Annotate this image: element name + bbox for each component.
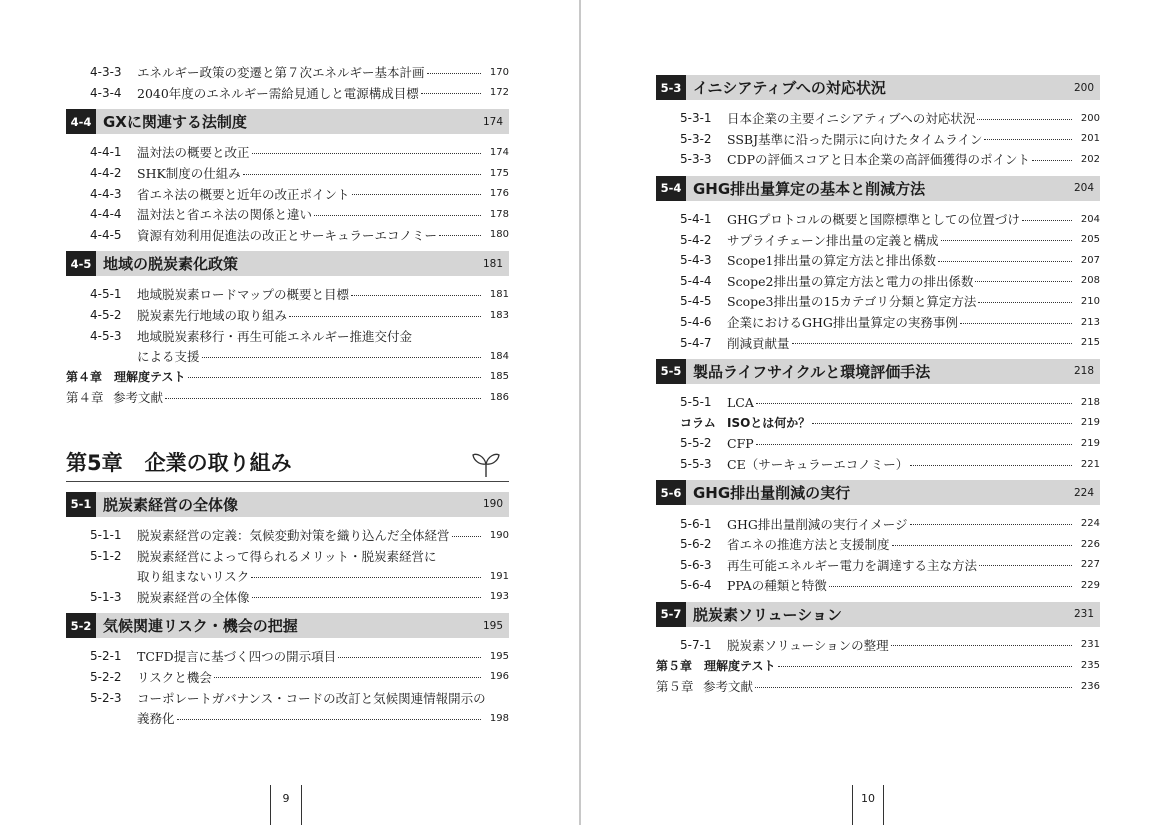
toc-entry[interactable]: [656, 250, 1100, 271]
section-heading[interactable]: [656, 359, 1100, 384]
toc-entry-number: 5-1-1: [90, 528, 122, 543]
toc-entry[interactable]: [66, 566, 509, 587]
toc-section-5-5: [656, 359, 1100, 474]
toc-entry-number: 第４章: [66, 390, 104, 406]
toc-entry-title: 脱炭素ソリューションの整理: [727, 637, 889, 653]
toc-entry[interactable]: [656, 209, 1100, 230]
leader-dots: [427, 73, 481, 74]
toc-entry[interactable]: [656, 291, 1100, 312]
chapter-number: 第5章: [66, 450, 123, 475]
toc-entry[interactable]: [66, 305, 509, 326]
leader-dots: [778, 666, 1072, 667]
leader-dots: [892, 545, 1072, 546]
toc-entry-number: 4-4-1: [90, 145, 122, 160]
toc-entry-title: エネルギー政策の変遷と第７次エネルギー基本計画: [137, 65, 425, 81]
leader-dots: [177, 719, 481, 720]
leader-dots: [421, 93, 481, 94]
section-title: GXに関連する法制度: [103, 113, 247, 132]
toc-entry-page: 191: [489, 570, 509, 582]
section-heading[interactable]: [656, 602, 1100, 627]
right-page: [581, 0, 1161, 825]
toc-entry-page: 236: [1080, 680, 1100, 692]
chapter-title: 企業の取り組み: [144, 450, 292, 475]
section-heading[interactable]: [66, 251, 509, 276]
toc-entry-title: 資源有効利用促進法の改正とサーキュラーエコノミー: [137, 227, 438, 243]
toc-entry[interactable]: [656, 271, 1100, 292]
toc-entry[interactable]: [66, 545, 509, 566]
toc-entry[interactable]: [66, 346, 509, 367]
toc-entry[interactable]: [656, 413, 1100, 434]
leader-dots: [977, 119, 1072, 120]
section-page: 218: [1073, 365, 1094, 378]
toc-entry-chapter4-refs[interactable]: [66, 387, 509, 408]
toc-entry-page: 183: [489, 309, 509, 321]
toc-entry-number: 5-3-2: [680, 131, 712, 146]
toc-entry-page: 229: [1080, 579, 1100, 591]
toc-entry-page: 201: [1080, 133, 1100, 145]
toc-entry-page: 227: [1080, 559, 1100, 571]
section-heading[interactable]: [656, 75, 1100, 100]
toc-entry-title: 脱炭素先行地域の取り組み: [137, 308, 288, 324]
leader-dots: [979, 565, 1072, 566]
toc-section-5-4: [656, 176, 1100, 353]
toc-entry[interactable]: [656, 575, 1100, 596]
toc-entry-page: 215: [1080, 337, 1100, 349]
toc-entry[interactable]: [656, 332, 1100, 353]
toc-entry-title: 地域脱炭素移行・再生可能エネルギー推進交付金: [137, 328, 413, 344]
toc-entry[interactable]: [66, 284, 509, 305]
toc-entry-page: 175: [489, 167, 509, 179]
toc-entry[interactable]: [66, 667, 509, 688]
toc-entry-title: 脱炭素経営によって得られるメリット・脱炭素経営に: [137, 548, 437, 564]
toc-entry-title: Scope2排出量の算定方法と電力の排出係数: [727, 273, 974, 289]
toc-entry-page: 178: [489, 208, 509, 220]
section-page: 224: [1073, 486, 1094, 499]
toc-entry-title: 第５章 理解度テスト: [656, 659, 776, 674]
section-page: 181: [482, 257, 503, 270]
toc-entry-number: 5-5-3: [680, 457, 712, 472]
toc-entry[interactable]: [66, 708, 509, 729]
section-heading[interactable]: [656, 176, 1100, 201]
section-badge: 5-1: [66, 492, 96, 517]
section-title: GHG排出量算定の基本と削減方法: [693, 179, 926, 198]
toc-entry-chapter5-test[interactable]: [656, 655, 1100, 676]
toc-entry-number: 5-6-2: [680, 537, 712, 552]
toc-entry-page: 204: [1080, 213, 1100, 225]
toc-entry-number: 5-2-1: [90, 649, 122, 664]
toc-section-5-2: [66, 613, 509, 728]
leader-dots: [165, 398, 481, 399]
toc-entry-number: 4-5-3: [90, 328, 122, 343]
leader-dots: [938, 261, 1072, 262]
toc-entry-number: 4-3-3: [90, 65, 122, 80]
toc-entry-title: 削減貢献量: [727, 335, 790, 351]
toc-entry-number: 5-1-2: [90, 548, 122, 563]
toc-entry-title: 参考文献: [113, 390, 164, 406]
leader-dots: [792, 343, 1072, 344]
toc-entry-number: 5-6-4: [680, 578, 712, 593]
toc-entry-title: 参考文献: [703, 679, 754, 695]
toc-entry-page: 193: [489, 591, 509, 603]
toc-entry-page: 174: [489, 146, 509, 158]
toc-entry-title: GHGプロトコルの概要と国際標準としての位置づけ: [727, 212, 1020, 228]
leader-dots: [755, 687, 1072, 688]
section-heading[interactable]: [66, 492, 509, 517]
leader-dots: [251, 577, 481, 578]
toc-entry[interactable]: [656, 635, 1100, 656]
right-toc: [656, 69, 1100, 696]
toc-entry[interactable]: [656, 513, 1100, 534]
toc-entry-page: 205: [1080, 234, 1100, 246]
left-page: [0, 0, 579, 825]
toc-section-5-6: [656, 480, 1100, 595]
section-page: 190: [482, 498, 503, 511]
section-title: 脱炭素ソリューション: [693, 605, 842, 624]
section-badge: 5-3: [656, 75, 686, 100]
section-title: 脱炭素経営の全体像: [103, 495, 239, 514]
section-badge: 5-4: [656, 176, 686, 201]
leader-dots: [984, 139, 1072, 140]
toc-entry-chapter4-test[interactable]: [66, 367, 509, 388]
toc-entry[interactable]: [66, 525, 509, 546]
toc-entry-number: 5-6-1: [680, 516, 712, 531]
toc-entry-title: LCA: [727, 394, 754, 410]
leader-dots: [812, 423, 1072, 424]
toc-entry[interactable]: [66, 183, 509, 204]
leader-dots: [252, 597, 481, 598]
toc-section-4-4: [66, 109, 509, 245]
toc-entry-title: TCFD提言に基づく四つの開示項目: [137, 649, 337, 665]
left-toc: [66, 62, 509, 728]
page-number: 9: [270, 785, 302, 825]
toc-entry[interactable]: [66, 225, 509, 246]
toc-entry-page: 202: [1080, 153, 1100, 165]
toc-entry-page: 185: [489, 371, 509, 383]
toc-entry-chapter5-refs[interactable]: [656, 676, 1100, 697]
toc-entry-page: 198: [489, 712, 509, 724]
section-page: 195: [482, 619, 503, 632]
leader-dots: [756, 403, 1072, 404]
toc-entry-page: 207: [1080, 254, 1100, 266]
toc-entry-title: CDPの評価スコアと日本企業の高評価獲得のポイント: [727, 152, 1030, 168]
toc-entry-page: 184: [489, 350, 509, 362]
toc-entry-title: 企業におけるGHG排出量算定の実務事例: [727, 315, 958, 331]
toc-entry-title: サプライチェーン排出量の定義と構成: [727, 232, 939, 248]
toc-entry-number: 5-4-6: [680, 315, 712, 330]
toc-entry-page: 181: [489, 288, 509, 300]
toc-entry-page: 200: [1080, 112, 1100, 124]
toc-entry-title: Scope3排出量の15カテゴリ分類と算定方法: [727, 294, 977, 310]
leader-dots: [252, 153, 481, 154]
section-badge: 5-7: [656, 602, 686, 627]
toc-entry-title: 再生可能エネルギー電力を調達する主な方法: [727, 557, 978, 573]
toc-entry-number: 5-4-5: [680, 294, 712, 309]
toc-entry-page: 224: [1080, 518, 1100, 530]
toc-entry-number: 4-3-4: [90, 85, 122, 100]
section-badge: 4-5: [66, 251, 96, 276]
toc-entry-title: 省エネ法の概要と近年の改正ポイント: [137, 186, 350, 202]
leader-dots: [314, 215, 481, 216]
toc-section-5-3: [656, 75, 1100, 170]
toc-entry[interactable]: [66, 587, 509, 608]
toc-entry[interactable]: [66, 163, 509, 184]
toc-entry-number: 第５章: [656, 679, 694, 695]
toc-entry[interactable]: [656, 149, 1100, 170]
section-title: 気候関連リスク・機会の把握: [103, 617, 298, 636]
leader-dots: [452, 536, 481, 537]
toc-entry[interactable]: [656, 229, 1100, 250]
toc-entry-number: 5-1-3: [90, 589, 122, 604]
section-heading[interactable]: [656, 480, 1100, 505]
toc-entry[interactable]: [656, 108, 1100, 129]
leader-dots: [975, 281, 1072, 282]
toc-entry-page: 186: [489, 391, 509, 403]
toc-entry[interactable]: [66, 142, 509, 163]
leader-dots: [941, 240, 1072, 241]
toc-entry-title: 脱炭素経営の定義：気候変動対策を織り込んだ全体経営: [137, 528, 450, 544]
toc-entry[interactable]: [656, 392, 1100, 413]
toc-entry-title: CFP: [727, 435, 754, 451]
section-title: 地域の脱炭素化政策: [103, 255, 239, 274]
toc-entry-number: 5-4-7: [680, 335, 712, 350]
toc-entry-title: による支援: [137, 349, 200, 365]
toc-entry-title: GHG排出量削減の実行イメージ: [727, 516, 908, 532]
toc-entry-title: 温対法の概要と改正: [137, 145, 250, 161]
chapter-heading: [66, 438, 509, 482]
toc-entry[interactable]: [656, 454, 1100, 475]
toc-entry-page: 196: [489, 671, 509, 683]
toc-entry-number: 5-4-2: [680, 232, 712, 247]
toc-entry[interactable]: [66, 83, 509, 104]
toc-entry-title: SSBJ基準に沿った開示に向けたタイムライン: [727, 131, 983, 147]
toc-entry-title: 省エネの推進方法と支援制度: [727, 537, 890, 553]
toc-entry-number: 5-4-3: [680, 253, 712, 268]
leader-dots: [214, 677, 481, 678]
leader-dots: [910, 524, 1073, 525]
toc-entry-title: 取り組まないリスク: [137, 569, 250, 585]
section-page: 174: [482, 115, 503, 128]
toc-entry[interactable]: [656, 534, 1100, 555]
toc-entry[interactable]: [656, 555, 1100, 576]
toc-entry[interactable]: [656, 129, 1100, 150]
leader-dots: [960, 323, 1072, 324]
toc-entry-page: 219: [1080, 437, 1100, 449]
leader-dots: [910, 465, 1072, 466]
toc-entry-title: コーポレートガバナンス・コードの改訂と気候関連情報開示の: [137, 690, 486, 706]
toc-section-4-5: [66, 251, 509, 366]
toc-entry-number: 5-7-1: [680, 637, 712, 652]
toc-entry-number: 5-6-3: [680, 557, 712, 572]
toc-entry-page: 210: [1080, 295, 1100, 307]
leader-dots: [289, 316, 481, 317]
page-number: 10: [852, 785, 884, 825]
toc-entry-page: 219: [1080, 417, 1100, 429]
leader-dots: [351, 295, 481, 296]
toc-entry[interactable]: [66, 62, 509, 83]
toc-entry[interactable]: [66, 325, 509, 346]
toc-entry-number: 4-5-2: [90, 308, 122, 323]
toc-entry-page: 170: [489, 66, 509, 78]
toc-entry-number: 4-4-3: [90, 186, 122, 201]
toc-entry-number: 5-2-3: [90, 690, 122, 705]
leader-dots: [338, 657, 481, 658]
toc-entry-number: 4-4-2: [90, 166, 122, 181]
leader-dots: [243, 174, 481, 175]
toc-entry-page: 231: [1080, 639, 1100, 651]
toc-entry-page: 172: [489, 87, 509, 99]
toc-entry-page: 208: [1080, 275, 1100, 287]
section-heading[interactable]: [66, 613, 509, 638]
leader-dots: [352, 194, 481, 195]
leader-dots: [891, 645, 1072, 646]
leader-dots: [202, 357, 481, 358]
section-title: イニシアティブへの対応状況: [693, 79, 886, 97]
toc-entry-page: 221: [1080, 458, 1100, 470]
leader-dots: [756, 444, 1072, 445]
toc-entry[interactable]: [656, 433, 1100, 454]
section-badge: 4-4: [66, 109, 96, 134]
section-heading[interactable]: [66, 109, 509, 134]
toc-entry[interactable]: [66, 646, 509, 667]
toc-entry-page: 195: [489, 650, 509, 662]
section-page: 200: [1073, 81, 1094, 94]
toc-entry-title: 2040年度のエネルギー需給見通しと電源構成目標: [137, 85, 419, 101]
toc-entry-title: CE（サーキュラーエコノミー）: [727, 457, 909, 473]
toc-entry-title: SHK制度の仕組み: [137, 166, 241, 182]
toc-section-5-7: [656, 602, 1100, 656]
toc-entry-title: 第４章 理解度テスト: [66, 370, 186, 385]
section-badge: 5-2: [66, 613, 96, 638]
toc-entry-page: 176: [489, 188, 509, 200]
toc-entry-number: 4-4-5: [90, 227, 122, 242]
toc-entry-title: リスクと機会: [137, 669, 212, 685]
toc-entry-title: 義務化: [137, 711, 175, 727]
section-title: 製品ライフサイクルと環境評価手法: [693, 362, 931, 381]
section-page: 204: [1073, 182, 1094, 195]
section-badge: 5-6: [656, 480, 686, 505]
toc-entry[interactable]: [656, 312, 1100, 333]
toc-section-5-1: [66, 492, 509, 607]
section-page: 231: [1073, 608, 1094, 621]
toc-entry-title: 脱炭素経営の全体像: [137, 589, 250, 605]
leader-dots: [188, 377, 481, 378]
toc-entry-number: 4-5-1: [90, 287, 122, 302]
toc-entry-number: 4-4-4: [90, 207, 122, 222]
toc-entry-number: 5-4-4: [680, 273, 712, 288]
section-title: GHG排出量削減の実行: [693, 484, 851, 503]
leader-dots: [829, 586, 1072, 587]
toc-entry-page: 235: [1080, 660, 1100, 672]
toc-entry-title: 温対法と省エネ法の関係と違い: [137, 207, 313, 223]
toc-entry-page: 190: [489, 529, 509, 541]
toc-entry-page: 213: [1080, 316, 1100, 328]
leader-dots: [978, 302, 1072, 303]
toc-entry-page: 218: [1080, 396, 1100, 408]
toc-entry-number: コラム: [680, 416, 716, 431]
sprout-icon: [471, 450, 501, 478]
toc-entry-number: 5-5-1: [680, 395, 712, 410]
toc-entry-number: 5-3-3: [680, 152, 712, 167]
leader-dots: [439, 235, 481, 236]
section-badge: 5-5: [656, 359, 686, 384]
toc-entry-title: 地域脱炭素ロードマップの概要と目標: [137, 287, 350, 303]
toc-entry-title: 日本企業の主要イニシアティブへの対応状況: [727, 111, 976, 127]
toc-entry[interactable]: [66, 687, 509, 708]
toc-entry-title: PPAの種類と特徴: [727, 578, 827, 594]
toc-entry-page: 226: [1080, 538, 1100, 550]
toc-entry-number: 5-3-1: [680, 111, 712, 126]
leader-dots: [1032, 160, 1072, 161]
toc-entry-page: 180: [489, 229, 509, 241]
toc-entry-title: ISOとは何か？: [727, 416, 811, 431]
toc-entry-number: 5-2-2: [90, 669, 122, 684]
toc-entry[interactable]: [66, 204, 509, 225]
toc-entry-title: Scope1排出量の算定方法と排出係数: [727, 253, 936, 269]
toc-entry-number: 5-5-2: [680, 436, 712, 451]
leader-dots: [1022, 220, 1072, 221]
toc-entry-number: 5-4-1: [680, 212, 712, 227]
